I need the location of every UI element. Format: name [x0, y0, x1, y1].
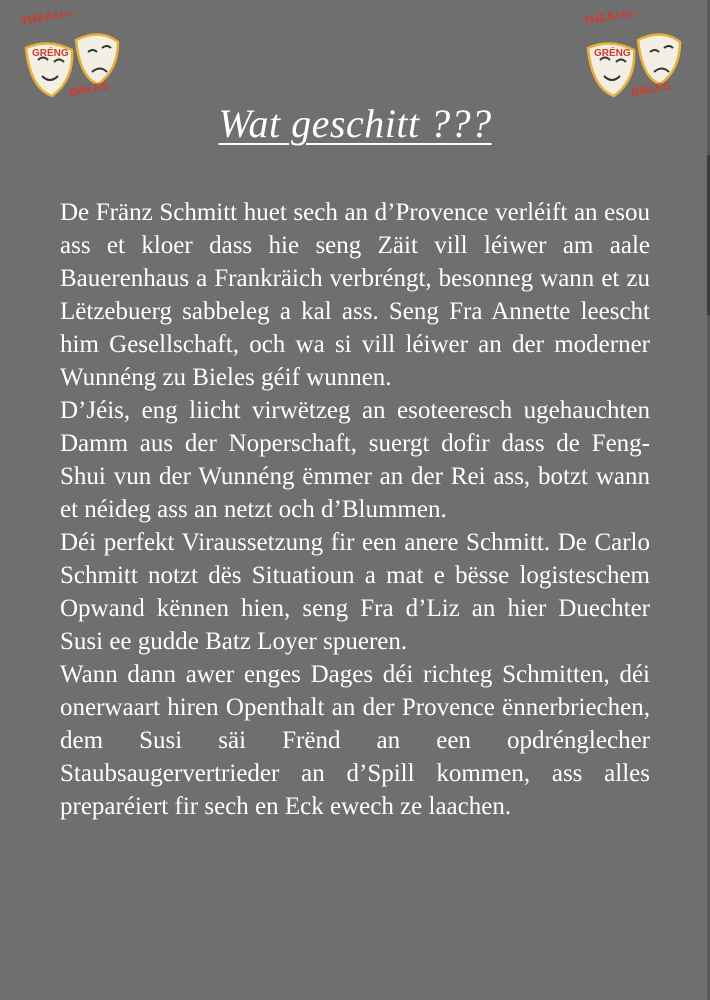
svg-text:GRÉNG: GRÉNG	[32, 48, 69, 59]
title-text: Wat geschitt ???	[218, 101, 492, 146]
story-text	[60, 196, 650, 823]
story-paragraph: Wann dann awer enges Dages déi richteg Schmitten, déi onerwaart hiren Openthalt an der Provence ënnerbriechen, dem Susi säi Frënd an een opdrénglecher Staubsaugervertrieder an d’Spill kommen, ass alles preparéiert fir sech en Eck ewech ze laachen.	[60, 661, 650, 820]
story-paragraph: Déi perfekt Viraussetzung fir een anere Schmitt. De Carlo Schmitt notzt dës Situatioun a mat e bësse logisteschem Opwand kënnen hien, seng Fra d’Liz an hier Duechter Susi ee gudde Batz Loyer spueren.	[60, 529, 650, 655]
theater-masks-icon	[18, 12, 123, 102]
svg-text:BIELES: BIELES	[68, 80, 110, 99]
story-paragraph: De Fränz Schmitt huet sech an d’Provence verléift an esou ass et kloer dass hie seng Zäit vill léiwer am aale Bauerenhaus a Frankräich verbréngt, besonneg wann et zu Lëtzebuerg sabbeleg a kal ass. Seng Fra Annette leescht him Gesellschaft, och wa si vill léiwer an der moderner Wunnéng zu Bieles géif wunnen.	[60, 199, 650, 391]
story-paragraph: D’Jéis, eng liicht virwëtzeg an esoteeresch ugehauchten Damm aus der Noperschaft, suergt dofir dass de Feng-Shui vun der Wunnéng ëmmer an der Rei ass, botzt wann et néideg ass an netzt och d’Blummen.	[60, 397, 650, 523]
theater-logo-right	[580, 12, 685, 102]
svg-text:BIELES: BIELES	[630, 80, 672, 99]
svg-text:GRÉNG: GRÉNG	[594, 48, 631, 59]
svg-text:THEATER: THEATER	[581, 12, 640, 29]
theater-logo-left	[18, 12, 123, 102]
theater-masks-icon	[580, 12, 685, 102]
svg-text:THEATER: THEATER	[19, 12, 78, 29]
page-title	[0, 100, 710, 147]
